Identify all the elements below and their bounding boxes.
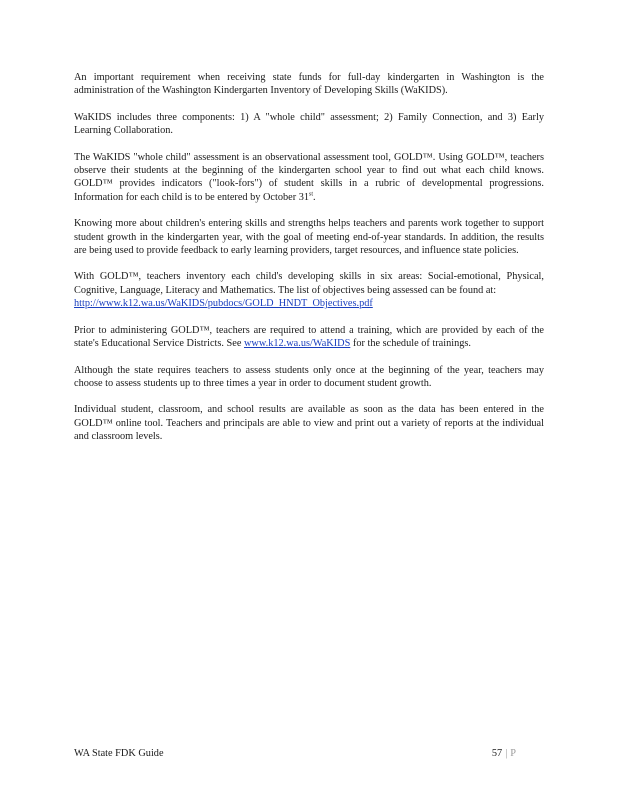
page-number: 57 bbox=[491, 748, 503, 759]
objectives-pdf-link[interactable]: http://www.k12.wa.us/WaKIDS/pubdocs/GOLD_HNDT_Objectives.pdf bbox=[74, 298, 373, 310]
footer-page-label: P bbox=[510, 748, 516, 759]
paragraph-results: Individual student, classroom, and school results are available as soon as the data has been entered in the GOLD™ online tool. Teachers and principals are able to view and print out a variety of reports at the individual and classroom levels. bbox=[74, 404, 544, 443]
body-text bbox=[74, 71, 544, 457]
paragraph-training bbox=[74, 324, 544, 351]
ordinal-suffix: st bbox=[309, 191, 314, 198]
wakids-site-link[interactable]: www.k12.wa.us/WaKIDS bbox=[244, 338, 351, 350]
paragraph-six-areas bbox=[74, 270, 544, 310]
paragraph-funding-requirement: An important requirement when receiving state funds for full-day kindergarten in Washington is the administration of the Washington Kindergarten Inventory of Developing Skills (WaKIDS). bbox=[74, 72, 544, 97]
paragraph-training-text: Prior to administering GOLD™, teachers are required to attend a training, which are provided by each of the state's Educational Service Districts. See bbox=[74, 324, 544, 350]
paragraph-training-end: for the schedule of trainings. bbox=[352, 338, 471, 350]
footer-separator: | bbox=[505, 748, 508, 759]
paragraph-components: WaKIDS includes three components: 1) A "whole child" assessment; 2) Family Connection, and 3) Early Learning Collaboration. bbox=[74, 111, 544, 137]
paragraph-assessment-text: The WaKIDS "whole child" assessment is an observational assessment tool, GOLD™. Using GOLD™, teachers observe their students at the beginning of the kindergarten school year to find out what each child knows. GOLD™ provides indicators ("look-fors") of student skills in a rubric of developmental progressions. Information for each child is to be entered by October 31 bbox=[74, 151, 544, 203]
footer-page-indicator bbox=[492, 748, 516, 759]
paragraph-assessment-end: . bbox=[313, 191, 316, 203]
paragraph-assessment-tool bbox=[74, 151, 544, 205]
paragraph-six-areas-text: With GOLD™, teachers inventory each child's developing skills in six areas: Social-emotional, Physical, Cognitive, Language, Literacy and Mathematics. The list of objectives being assessed can be found at: bbox=[74, 271, 544, 296]
paragraph-benefits: Knowing more about children's entering skills and strengths helps teachers and parents work together to support student growth in the kindergarten year, with the goal of meeting end-of-year standards. In addition, the results are being used to provide feedback to early learning providers, target resources, and influence state policies. bbox=[74, 218, 544, 257]
paragraph-assessment-frequency: Although the state requires teachers to assess students only once at the beginning of the year, teachers may choose to assess students up to three times a year in order to document student growth. bbox=[74, 364, 544, 389]
page-footer bbox=[74, 748, 544, 764]
footer-document-title: WA State FDK Guide bbox=[74, 748, 164, 759]
